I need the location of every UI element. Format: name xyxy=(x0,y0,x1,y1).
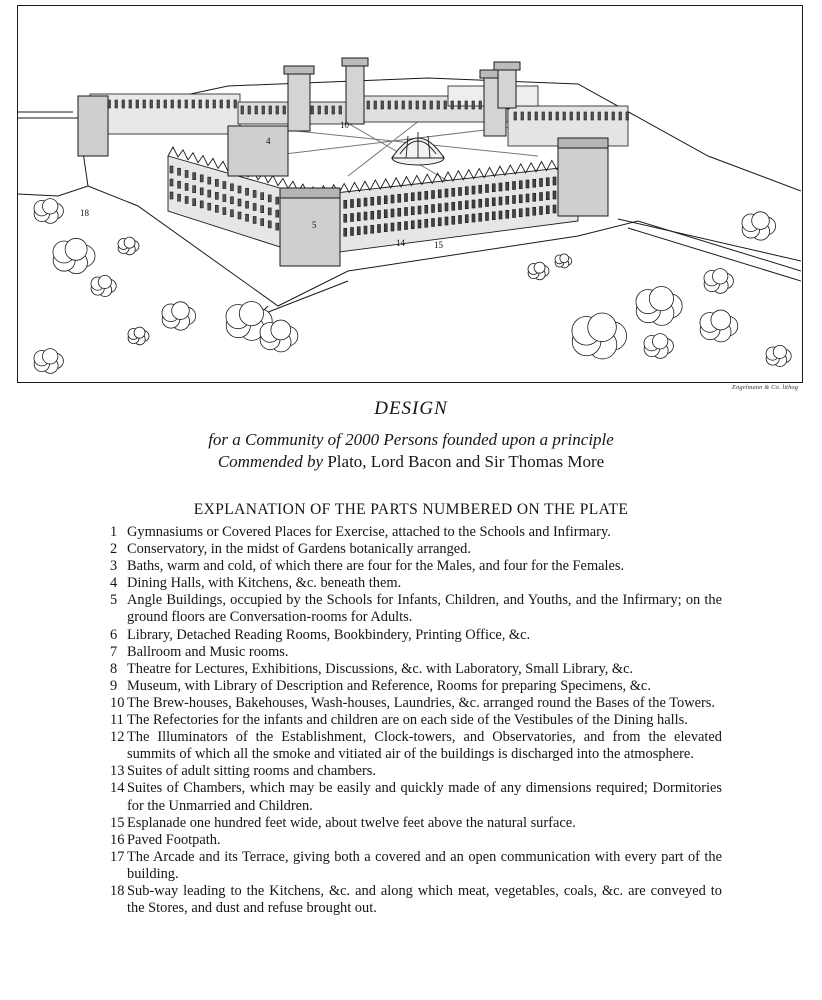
list-item xyxy=(110,780,722,814)
item-text: Ballroom and Music rooms. xyxy=(127,643,289,660)
item-number: 5 xyxy=(110,592,118,609)
list-item xyxy=(110,815,722,832)
item-number: 6 xyxy=(110,626,118,643)
item-text: Theatre for Lectures, Exhibitions, Discussions, &c. with Laboratory, Small Library, &c. xyxy=(127,660,634,677)
list-item xyxy=(110,627,722,644)
item-text: Suites of adult sitting rooms and chambers. xyxy=(127,763,377,780)
list-item xyxy=(110,695,722,712)
item-text: Sub-way leading to the Kitchens, &c. and along which meat, vegetables, coals, &c. are conveyed to the Stores, and dust and refuse brought out. xyxy=(127,882,722,917)
list-item xyxy=(110,524,722,541)
list-item xyxy=(110,763,722,780)
item-number: 18 xyxy=(110,882,125,899)
item-number: 17 xyxy=(110,848,125,865)
list-item xyxy=(110,558,722,575)
item-number: 3 xyxy=(110,558,118,575)
item-text: The Brew-houses, Bakehouses, Wash-houses, Laundries, &c. arranged round the Bases of the Towers. xyxy=(127,694,715,711)
subtitle-authors: Plato, Lord Bacon and Sir Thomas More xyxy=(323,452,605,471)
item-number: 2 xyxy=(110,541,118,558)
plate-number-5: 5 xyxy=(312,220,317,230)
item-number: 14 xyxy=(110,780,125,797)
item-number: 7 xyxy=(110,643,118,660)
item-text: Suites of Chambers, which may be easily and quickly made of any dimensions required; Dormitories for the Unmarried and Children. xyxy=(127,780,722,814)
plate-illustration xyxy=(18,6,801,381)
list-item xyxy=(110,712,722,729)
list-item xyxy=(110,849,722,883)
list-item xyxy=(110,678,722,695)
item-text: Library, Detached Reading Rooms, Bookbindery, Printing Office, &c. xyxy=(127,626,531,643)
engraved-plate xyxy=(17,5,803,383)
plate-number-4: 4 xyxy=(266,136,271,146)
page-title: DESIGN xyxy=(374,398,448,419)
list-item xyxy=(110,832,722,849)
plate-number-14: 14 xyxy=(396,238,405,248)
subtitle-line-2 xyxy=(0,452,822,472)
list-item xyxy=(110,729,722,763)
item-text: Conservatory, in the midst of Gardens botanically arranged. xyxy=(127,541,471,558)
list-item xyxy=(110,575,722,592)
item-text: The Arcade and its Terrace, giving both a covered and an open communication with every part of the building. xyxy=(127,848,722,882)
item-number: 12 xyxy=(110,729,125,746)
item-number: 9 xyxy=(110,677,118,694)
item-number: 4 xyxy=(110,575,118,592)
item-number: 8 xyxy=(110,660,118,677)
item-text: Museum, with Library of Description and Reference, Rooms for preparing Specimens, &c. xyxy=(127,677,651,694)
subtitle-commended: Commended by xyxy=(217,452,324,471)
list-item xyxy=(110,661,722,678)
item-number: 1 xyxy=(110,524,118,540)
item-text: Esplanade one hundred feet wide, about twelve feet above the natural surface. xyxy=(127,814,576,831)
subtitle-line-1: for a Community of 2000 Persons founded upon a principle xyxy=(208,430,614,449)
item-number: 13 xyxy=(110,763,125,780)
item-text: Paved Footpath. xyxy=(127,831,221,848)
item-text: The Refectories for the infants and children are on each side of the Vestibules of the Dining halls. xyxy=(127,712,688,729)
item-number: 15 xyxy=(110,814,125,831)
item-number: 11 xyxy=(110,712,124,729)
item-number: 10 xyxy=(110,694,125,711)
item-text: Baths, warm and cold, of which there are four for the Males, and four for the Females. xyxy=(127,558,625,575)
list-item xyxy=(110,541,722,558)
list-item xyxy=(110,883,722,917)
item-text: Angle Buildings, occupied by the Schools for Infants, Children, and Youths, and the Infirmary; on the ground floors are Conversation-rooms for Adults. xyxy=(127,592,722,626)
item-number: 16 xyxy=(110,831,125,848)
explanation-heading: EXPLANATION OF THE PARTS NUMBERED ON THE PLATE xyxy=(193,501,629,518)
item-text: Gymnasiums or Covered Places for Exercise, attached to the Schools and Infirmary. xyxy=(127,524,611,540)
plate-number-15: 15 xyxy=(434,240,443,250)
item-text: The Illuminators of the Establishment, Clock-towers, and Observatories, and from the elevated summits of which all the smoke and vitiated air of the buildings is discharged into the atmosphere. xyxy=(127,729,722,763)
plate-number-10: 10 xyxy=(340,120,349,130)
lithographer-credit: Engelmann & Co. lithog xyxy=(732,384,799,391)
list-item xyxy=(110,644,722,661)
list-item xyxy=(110,592,722,626)
explanation-list xyxy=(110,524,722,917)
plate-number-18: 18 xyxy=(80,208,89,218)
item-text: Dining Halls, with Kitchens, &c. beneath them. xyxy=(127,575,402,592)
